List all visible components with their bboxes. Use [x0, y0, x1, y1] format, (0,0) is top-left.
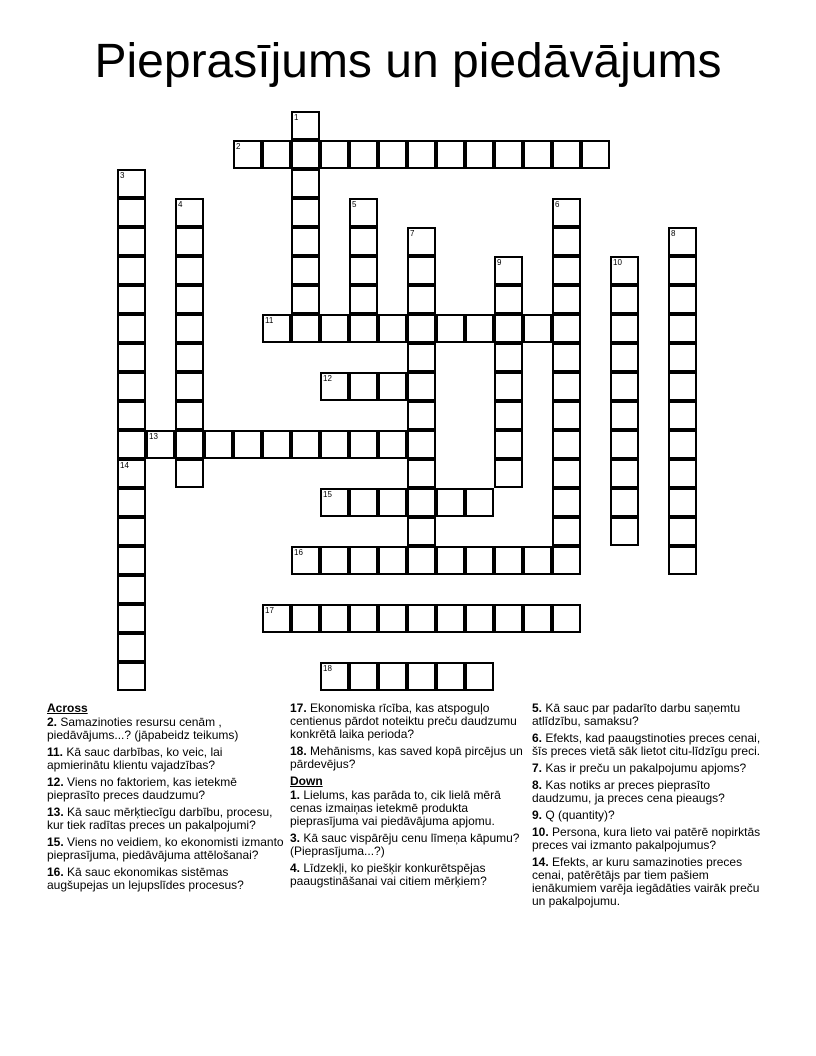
grid-cell[interactable]: [465, 604, 494, 633]
grid-cell[interactable]: [436, 314, 465, 343]
grid-cell[interactable]: [610, 314, 639, 343]
grid-cell[interactable]: [407, 488, 436, 517]
grid-cell[interactable]: [320, 372, 349, 401]
clue-number: 10: [613, 258, 622, 267]
grid-cell[interactable]: [378, 372, 407, 401]
grid-cell[interactable]: [610, 488, 639, 517]
grid-cell[interactable]: [349, 256, 378, 285]
grid-cell[interactable]: [523, 314, 552, 343]
grid-cell[interactable]: [610, 401, 639, 430]
grid-cell[interactable]: [436, 488, 465, 517]
grid-cell[interactable]: [175, 459, 204, 488]
grid-cell[interactable]: [552, 546, 581, 575]
grid-cell[interactable]: [175, 256, 204, 285]
clue-number: 6: [555, 200, 560, 209]
clue-number: 17: [265, 606, 274, 615]
clues-column-1: [47, 702, 285, 896]
clue-number: 15: [323, 490, 332, 499]
grid-cell[interactable]: [291, 285, 320, 314]
grid-cell[interactable]: [552, 285, 581, 314]
grid-cell[interactable]: [291, 198, 320, 227]
grid-cell[interactable]: [407, 604, 436, 633]
grid-cell[interactable]: [320, 662, 349, 691]
grid-cell[interactable]: [407, 256, 436, 285]
grid-cell[interactable]: [407, 314, 436, 343]
grid-cell[interactable]: [349, 430, 378, 459]
clue-number: 18: [323, 664, 332, 673]
clue-number: 7: [410, 229, 415, 238]
clue-down-6: 6. Efekts, kad paaugstinoties preces cenai, šīs preces vietā sāk lietot citu-līdzīgu preci.: [532, 731, 761, 758]
clue-down-14: 14. Efekts, ar kuru samazinoties preces cenai, patērētājs par tiem pašiem ienākumiem varēja iegādāties vairāk preču un pakalpojumu.: [532, 855, 760, 908]
grid-cell[interactable]: [378, 662, 407, 691]
clue-number: 3: [120, 171, 125, 180]
clue-number: 11: [265, 316, 274, 325]
clue-across-17: 17. Ekonomiska rīcība, kas atspoguļo centienus pārdot noteiktu preču daudzumu konkrētā laika perioda?: [290, 701, 517, 741]
grid-cell[interactable]: [494, 140, 523, 169]
grid-cell[interactable]: [552, 198, 581, 227]
grid-cell[interactable]: [465, 140, 494, 169]
grid-cell[interactable]: [175, 314, 204, 343]
grid-cell[interactable]: [436, 546, 465, 575]
grid-cell[interactable]: [610, 343, 639, 372]
grid-cell[interactable]: [117, 633, 146, 662]
grid-cell[interactable]: [291, 546, 320, 575]
grid-cell[interactable]: [494, 430, 523, 459]
grid-cell[interactable]: [291, 111, 320, 140]
grid-cell[interactable]: [494, 372, 523, 401]
grid-cell[interactable]: [117, 372, 146, 401]
clue-down-10: 10. Persona, kura lieto vai patērē nopirktās preces vai izmanto pakalpojumus?: [532, 825, 761, 852]
grid-cell[interactable]: [610, 256, 639, 285]
grid-cell[interactable]: [407, 372, 436, 401]
grid-cell[interactable]: [610, 459, 639, 488]
grid-cell[interactable]: [407, 459, 436, 488]
clue-number: 12: [323, 374, 332, 383]
clue-down-8: 8. Kas notiks ar preces pieprasīto daudzumu, ja preces cena pieaugs?: [532, 778, 725, 805]
grid-cell[interactable]: [668, 227, 697, 256]
grid-cell[interactable]: [117, 314, 146, 343]
grid-cell[interactable]: [407, 546, 436, 575]
grid-cell[interactable]: [233, 430, 262, 459]
grid-cell[interactable]: [378, 430, 407, 459]
grid-cell[interactable]: [291, 314, 320, 343]
clue-down-4: 4. Līdzekļi, ko piešķir konkurētspējas paaugstināšanai vai citiem mērķiem?: [290, 861, 487, 888]
clue-down-7: 7. Kas ir preču un pakalpojumu apjoms?: [532, 761, 747, 775]
grid-cell[interactable]: [146, 430, 175, 459]
grid-cell[interactable]: [175, 430, 204, 459]
grid-cell[interactable]: [117, 430, 146, 459]
grid-cell[interactable]: [349, 546, 378, 575]
grid-cell[interactable]: [494, 604, 523, 633]
across-header: Across: [47, 701, 88, 715]
grid-cell[interactable]: [668, 430, 697, 459]
grid-cell[interactable]: [117, 488, 146, 517]
grid-cell[interactable]: [407, 140, 436, 169]
grid-cell[interactable]: [291, 604, 320, 633]
grid-cell[interactable]: [117, 169, 146, 198]
grid-cell[interactable]: [668, 546, 697, 575]
clues-column-3: [532, 702, 772, 912]
grid-cell[interactable]: [349, 198, 378, 227]
down-header: Down: [290, 774, 323, 788]
grid-cell[interactable]: [668, 372, 697, 401]
grid-cell[interactable]: [378, 140, 407, 169]
grid-cell[interactable]: [117, 604, 146, 633]
grid-cell[interactable]: [175, 227, 204, 256]
grid-cell[interactable]: [291, 227, 320, 256]
grid-cell[interactable]: [262, 140, 291, 169]
grid-cell[interactable]: [668, 285, 697, 314]
grid-cell[interactable]: [320, 546, 349, 575]
grid-cell[interactable]: [610, 372, 639, 401]
grid-cell[interactable]: [523, 604, 552, 633]
grid-cell[interactable]: [494, 546, 523, 575]
grid-cell[interactable]: [320, 604, 349, 633]
grid-cell[interactable]: [175, 401, 204, 430]
grid-cell[interactable]: [349, 372, 378, 401]
grid-cell[interactable]: [378, 604, 407, 633]
grid-cell[interactable]: [465, 488, 494, 517]
grid-cell[interactable]: [581, 140, 610, 169]
grid-cell[interactable]: [552, 314, 581, 343]
clue-across-15: 15. Viens no veidiem, ko ekonomisti izmanto pieprasījuma, piedāvājuma attēlošanai?: [47, 835, 284, 862]
grid-cell[interactable]: [407, 285, 436, 314]
clue-number: 1: [294, 113, 299, 122]
grid-cell[interactable]: [494, 343, 523, 372]
clue-across-2: 2. Samazinoties resursu cenām , piedāvājums...? (jāpabeidz teikums): [47, 715, 239, 742]
grid-cell[interactable]: [668, 343, 697, 372]
grid-cell[interactable]: [552, 459, 581, 488]
grid-cell[interactable]: [407, 662, 436, 691]
grid-cell[interactable]: [262, 604, 291, 633]
grid-cell[interactable]: [378, 488, 407, 517]
grid-cell[interactable]: [204, 430, 233, 459]
grid-cell[interactable]: [436, 662, 465, 691]
grid-cell[interactable]: [320, 140, 349, 169]
clue-number: 4: [178, 200, 183, 209]
clue-across-13: 13. Kā sauc mērķtiecīgu darbību, procesu, kur tiek radītas preces un pakalpojumi?: [47, 805, 273, 832]
grid-cell[interactable]: [117, 575, 146, 604]
grid-cell[interactable]: [465, 314, 494, 343]
grid-cell[interactable]: [523, 546, 552, 575]
grid-cell[interactable]: [349, 285, 378, 314]
grid-cell[interactable]: [436, 140, 465, 169]
clue-number: 5: [352, 200, 357, 209]
grid-cell[interactable]: [610, 430, 639, 459]
grid-cell[interactable]: [668, 401, 697, 430]
clues-column-2: [290, 702, 528, 892]
grid-cell[interactable]: [175, 343, 204, 372]
grid-cell[interactable]: [494, 401, 523, 430]
puzzle-title: Pieprasījums un piedāvājums: [94, 35, 722, 88]
grid-cell[interactable]: [668, 459, 697, 488]
clue-number: 13: [149, 432, 158, 441]
grid-cell[interactable]: [117, 285, 146, 314]
grid-cell[interactable]: [349, 314, 378, 343]
grid-cell[interactable]: [117, 662, 146, 691]
grid-cell[interactable]: [320, 430, 349, 459]
grid-cell[interactable]: [407, 401, 436, 430]
grid-cell[interactable]: [291, 140, 320, 169]
grid-cell[interactable]: [494, 285, 523, 314]
grid-cell[interactable]: [262, 430, 291, 459]
grid-cell[interactable]: [610, 285, 639, 314]
grid-cell[interactable]: [610, 517, 639, 546]
grid-cell[interactable]: [291, 256, 320, 285]
grid-cell[interactable]: [349, 488, 378, 517]
grid-cell[interactable]: [320, 314, 349, 343]
grid-cell[interactable]: [117, 227, 146, 256]
grid-cell[interactable]: [291, 169, 320, 198]
clue-down-3: 3. Kā sauc vispārēju cenu līmeņa kāpumu? (Pieprasījuma...?): [290, 831, 520, 858]
grid-cell[interactable]: [494, 459, 523, 488]
clue-number: 14: [120, 461, 129, 470]
clue-down-9: 9. Q (quantity)?: [532, 808, 615, 822]
clue-number: 16: [294, 548, 303, 557]
grid-cell[interactable]: [175, 372, 204, 401]
grid-cell[interactable]: [494, 256, 523, 285]
grid-cell[interactable]: [117, 256, 146, 285]
clue-down-1: 1. Lielums, kas parāda to, cik lielā mērā cenas izmaiņas ietekmē produkta pieprasījuma vai piedāvājuma apjomu.: [290, 788, 501, 828]
grid-cell[interactable]: [552, 343, 581, 372]
clue-across-12: 12. Viens no faktoriem, kas ietekmē pieprasīto preces daudzumu?: [47, 775, 237, 802]
grid-cell[interactable]: [233, 140, 262, 169]
grid-cell[interactable]: [378, 546, 407, 575]
grid-cell[interactable]: [494, 314, 523, 343]
clue-down-5: 5. Kā sauc par padarīto darbu saņemtu atlīdzību, samaksu?: [532, 701, 741, 728]
grid-cell[interactable]: [349, 662, 378, 691]
grid-cell[interactable]: [117, 401, 146, 430]
grid-cell[interactable]: [552, 372, 581, 401]
grid-cell[interactable]: [320, 488, 349, 517]
grid-cell[interactable]: [407, 430, 436, 459]
grid-cell[interactable]: [407, 343, 436, 372]
grid-cell[interactable]: [407, 227, 436, 256]
grid-cell[interactable]: [117, 198, 146, 227]
grid-cell[interactable]: [668, 517, 697, 546]
grid-cell[interactable]: [668, 488, 697, 517]
grid-cell[interactable]: [465, 662, 494, 691]
clue-number: 8: [671, 229, 676, 238]
clue-across-11: 11. Kā sauc darbības, ko veic, lai apmierinātu klientu vajadzības?: [47, 745, 223, 772]
grid-cell[interactable]: [552, 256, 581, 285]
grid-cell[interactable]: [552, 401, 581, 430]
grid-cell[interactable]: [523, 140, 552, 169]
grid-cell[interactable]: [175, 198, 204, 227]
grid-cell[interactable]: [262, 314, 291, 343]
grid-cell[interactable]: [552, 488, 581, 517]
grid-cell[interactable]: [117, 546, 146, 575]
grid-cell[interactable]: [291, 430, 320, 459]
grid-cell[interactable]: [378, 314, 407, 343]
grid-cell[interactable]: [117, 459, 146, 488]
grid-cell[interactable]: [407, 517, 436, 546]
grid-cell[interactable]: [552, 140, 581, 169]
grid-cell[interactable]: [552, 517, 581, 546]
grid-cell[interactable]: [349, 604, 378, 633]
grid-cell[interactable]: [175, 285, 204, 314]
grid-cell[interactable]: [349, 227, 378, 256]
clue-number: 2: [236, 142, 241, 151]
grid-cell[interactable]: [552, 430, 581, 459]
clue-across-18: 18. Mehānisms, kas saved kopā pircējus un pārdevējus?: [290, 744, 523, 771]
grid-cell[interactable]: [117, 517, 146, 546]
grid-cell[interactable]: [552, 604, 581, 633]
grid-cell[interactable]: [117, 343, 146, 372]
grid-cell[interactable]: [668, 256, 697, 285]
grid-cell[interactable]: [349, 140, 378, 169]
grid-cell[interactable]: [668, 314, 697, 343]
clue-number: 9: [497, 258, 502, 267]
grid-cell[interactable]: [465, 546, 494, 575]
clue-across-16: 16. Kā sauc ekonomikas sistēmas augšupejas un lejupslīdes procesus?: [47, 865, 244, 892]
grid-cell[interactable]: [552, 227, 581, 256]
grid-cell[interactable]: [436, 604, 465, 633]
